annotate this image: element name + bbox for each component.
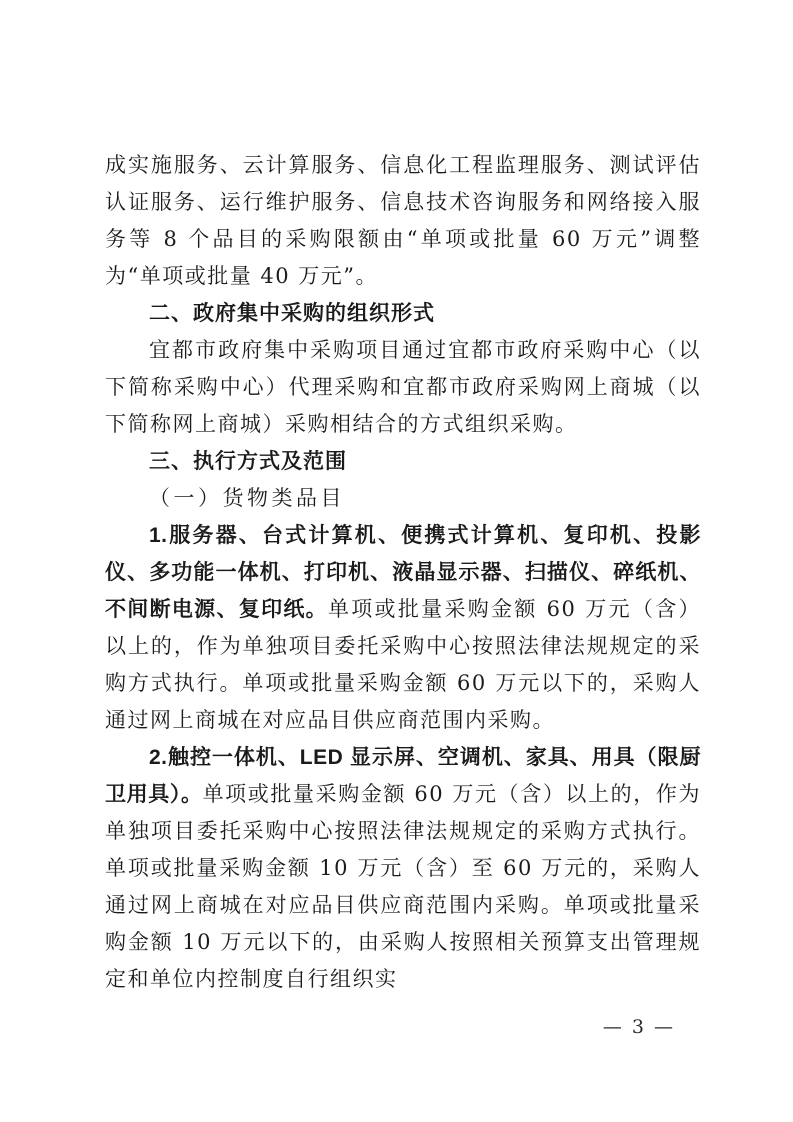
text-run: 宜都市政府集中采购项目通过宜都市政府采购中心（以下简称采购中心）代理采购和宜都市政府采购网上商城（以下简称网上商城）采购相结合的方式组织采购。: [105, 338, 701, 436]
text-run: 单项或批量采购金额 60 万元（含）以上的，作为单独项目委托采购中心按照法律法规规定的采购方式执行。单项或批量采购金额 10 万元（含）至 60 万元的，采购人通过网上商城在对应品目供应商范围内采购。单项或批量采购金额 10 万元以下的，由采购人按照相关预算支出管理规定和单位内控制度自行组织实: [105, 782, 701, 991]
subheading-goods-category: [105, 480, 701, 517]
para-limit-adjustment: [105, 147, 701, 295]
bold-text-run: 2.触控一体机、LED 显示屏、空调机、家具、用具（限厨卫用具）。: [105, 746, 701, 806]
bold-text-run: 二、政府集中采购的组织形式: [149, 302, 435, 325]
text-run: 单项或批量采购金额 60 万元（含）以上的，作为单独项目委托采购中心按照法律法规规定的采购方式执行。单项或批量采购金额 60 万元以下的，采购人通过网上商城在对应品目供应商范围内采购。: [105, 597, 701, 732]
para-organization-form: [105, 332, 701, 443]
heading-section-3: [105, 443, 701, 480]
text-run: 成实施服务、云计算服务、信息化工程监理服务、测试评估认证服务、运行维护服务、信息技术咨询服务和网络接入服务等 8 个品目的采购限额由“单项或批量 60 万元”调整为“单项或批量 40 万元”。: [105, 153, 701, 288]
page-number: — 3 —: [602, 1016, 675, 1038]
heading-section-2: [105, 295, 701, 332]
text-run: （一）货物类品目: [149, 486, 345, 510]
bold-text-run: 1.服务器、台式计算机、便携式计算机、复印机、投影仪、多功能一体机、打印机、液晶显示器、扫描仪、碎纸机、不间断电源、复印纸。: [105, 524, 701, 621]
para-goods-item-1: [105, 517, 701, 739]
para-goods-item-2: [105, 739, 701, 998]
document-body: [105, 147, 701, 998]
bold-text-run: 三、执行方式及范围: [149, 450, 347, 473]
